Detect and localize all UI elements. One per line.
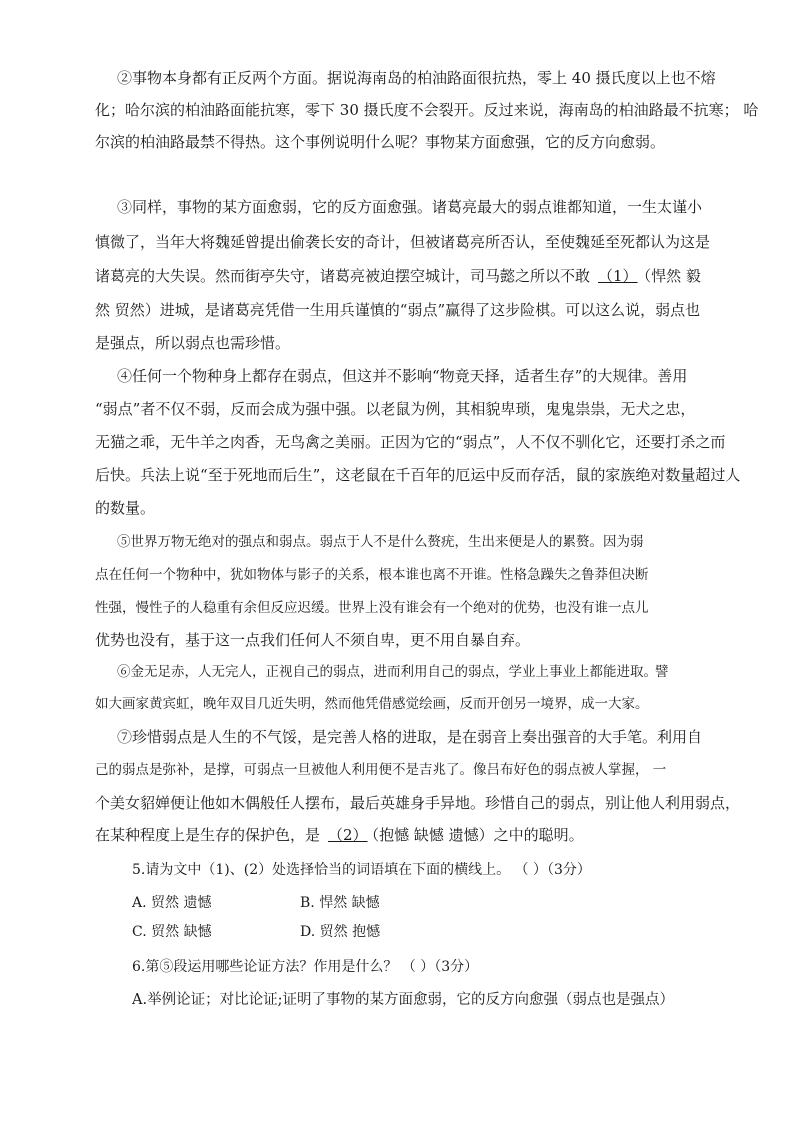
text-line: 个美女貂婵便让他如木偶般任人摆布，最后英雄身手异地。珍惜自己的弱点，别让他人利用弱点， <box>95 794 741 812</box>
text-segment: 在某种程度上是生存的保护色，是 <box>95 826 321 844</box>
text-line: 然 贸然）进城，是诸葛亮凭借一生用兵谨慎的“弱点”赢得了这步险棋。可以这么说，弱点也 <box>95 301 701 319</box>
text-line: 后快。兵法上说“至于死地而后生”，这老鼠在千百年的厄运中反而存活，鼠的家族绝对数量超过人 <box>95 466 741 484</box>
blank-1: （1） <box>598 267 638 285</box>
text-line: 己的弱点是弥补，是撑，可弱点一旦被他人利用便不是吉兆了。像吕布好色的弱点被人掌握， 一 <box>95 762 667 778</box>
text-line: ⑦珍惜弱点是人生的不气馁，是完善人格的进取，是在弱音上奏出强音的大手笔。利用自 <box>117 728 703 746</box>
text-line: “弱点”者不仅不弱，反而会成为强中强。以老鼠为例，其相貌卑琐，鬼鬼祟祟，无犬之忠， <box>95 400 696 418</box>
text-line: 点在任何一个物种中，犹如物体与影子的关系，根本谁也离不开谁。性格急躁失之鲁莽但决断 <box>95 567 649 583</box>
question-5-option-a: A. 贸然 遗憾 <box>132 895 212 911</box>
stray-mark: 譬 <box>655 664 669 680</box>
text-line: 的数量。 <box>95 499 156 517</box>
text-line: 优势也没有，基于这一点我们任何人不须自卑，更不用自暴自弃。 <box>95 631 531 649</box>
question-5-stem: 5.请为文中（1)、(2）处选择恰当的词语填在下面的横线上。 （ ）（3分） <box>132 862 591 878</box>
text-line: ④任何一个物种身上都存在弱点，但这并不影响“物竟天择，适者生存”的大规律。善用 <box>117 367 688 385</box>
text-segment: （悍然 毅 <box>643 267 701 285</box>
text-line: ③同样，事物的某方面愈弱，它的反方面愈强。诸葛亮最大的弱点谁都知道，一生太谨小 <box>117 198 703 216</box>
text-line: ⑤世界万物无绝对的强点和弱点。弱点于人不是什么赘疣，生出来便是人的累赘。因为弱 <box>117 534 644 550</box>
text-line <box>95 825 584 845</box>
text-segment: 诸葛亮的大失误。然而街亭失守，诸葛亮被迫摆空城计，司马懿之所以不敢 <box>95 267 591 285</box>
question-5-option-b: B. 悍然 缺憾 <box>300 895 380 911</box>
text-line: 化；哈尔滨的柏油路面能抗寒，零下 30 摄氏度不会裂开。反过来说，海南岛的柏油路最不抗寒； 哈 <box>95 101 759 119</box>
question-5-option-c: C. 贸然 缺憾 <box>132 924 212 940</box>
text-line: 如大画家黄宾虹，晚年双目几近失明，然而他凭借感觉绘画，反而开创另一境界，成一大家。 <box>95 696 649 712</box>
text-segment: （抱憾 缺憾 遗憾）之中的聪明。 <box>371 826 584 844</box>
question-6-answer: A.举例论证；对比论证;证明了事物的某方面愈弱，它的反方向愈强（弱点也是强点） <box>132 992 674 1008</box>
question-5-option-d: D. 贸然 抱憾 <box>300 924 381 940</box>
text-line: ②事物本身都有正反两个方面。据说海南岛的柏油路面很抗热，零上 40 摄氏度以上也不熔 <box>117 69 716 87</box>
text-line: 尔滨的柏油路最禁不得热。这个事例说明什么呢？事物某方面愈强，它的反方向愈弱。 <box>95 133 666 151</box>
text-line: 性强，慢性子的人稳重有余但反应迟缓。世界上没有谁会有一个绝对的优势，也没有谁一点儿 <box>95 600 649 616</box>
blank-2: （2） <box>328 826 368 844</box>
text-line: ⑥金无足赤，人无完人，正视自己的弱点，进而利用自己的弱点，学业上事业上都能进取。 <box>117 664 657 680</box>
text-line <box>95 266 701 286</box>
text-line: 无猫之乖，无牛羊之肉香，无鸟禽之美丽。正因为它的“弱点”，人不仅不驯化它，还要打杀之而 <box>95 433 726 451</box>
text-line: 慎微了，当年大将魏延曾提出偷袭长安的奇计，但被诸葛亮所否认，至使魏延至死都认为这是 <box>95 233 711 251</box>
text-line: 是强点，所以弱点也需珍惜。 <box>95 334 291 352</box>
question-6-stem: 6.第⑤段运用哪些论证方法？作用是什么？ （ ）（3分） <box>132 959 479 975</box>
